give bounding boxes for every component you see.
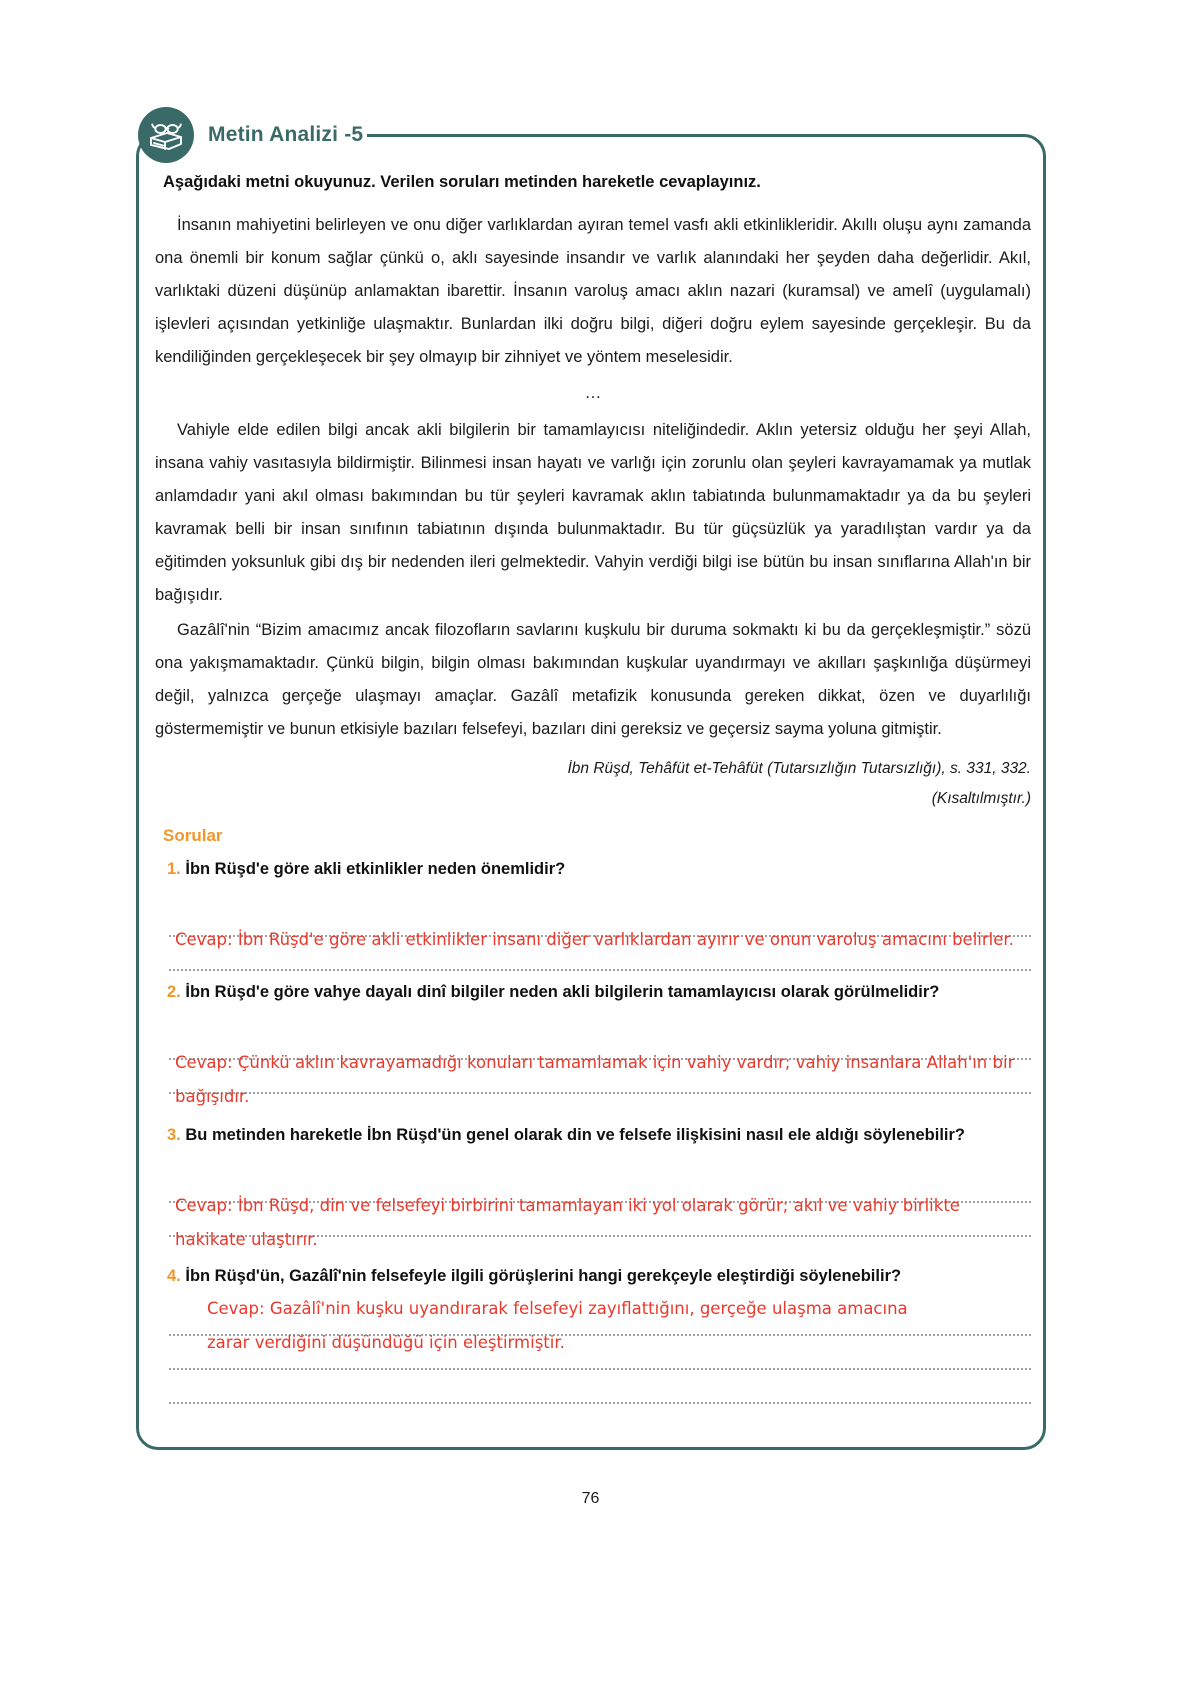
question-4-text: İbn Rüşd'ün, Gazâlî'nin felsefeyle ilgili görüşlerini hangi gerekçeyle eleştirdiği söylenebilir?	[185, 1266, 902, 1285]
section-header	[138, 106, 1007, 164]
question-2-text: İbn Rüşd'e göre vahye dayalı dinî bilgiler neden akli bilgilerin tamamlayıcısı olarak görülmelidir?	[185, 982, 940, 1001]
answer-3-line-1: Cevap: İbn Rüşd, din ve felsefeyi birbirini tamamlayan iki yol olarak görür; akıl ve vahiy birlikte	[175, 1195, 960, 1215]
answer-field-1[interactable]	[155, 895, 1031, 971]
answer-1-line-1: Cevap: İbn Rüşd'e göre akli etkinlikler insanı diğer varlıklardan ayırır ve onun varoluş amacını belirler.	[175, 929, 1014, 949]
question-2-number: 2.	[167, 982, 181, 1001]
questions-heading: Sorular	[163, 825, 223, 845]
question-3	[155, 1120, 1031, 1151]
citation-line-1: İbn Rüşd, Tehâfüt et-Tehâfüt (Tutarsızlığın Tutarsızlığı), s. 331, 332.	[567, 759, 1031, 777]
passage-paragraph-3: Gazâlî'nin “Bizim amacımız ancak filozofların savlarını kuşkulu bir duruma sokmaktı ki bu da gerçekleşmiştir.” sözü ona yakışmamaktadır. Çünkü bilgin, bilgin olması bakımından kuşkular uyandırmayı ve akılları şaşkınlığa düşürmeyi değil, yalnızca gerçeğe ulaşmayı amaçlar. Gazâlî metafizik konusunda gereken dikkat, özen ve duyarlılığı göstermemiştir ve bunun etkisiyle bazıları felsefeyi, bazıları dini gereksiz ve geçersiz sayma yoluna gitmiştir.	[155, 620, 1031, 738]
section-title: Metin Analizi -5	[208, 123, 364, 146]
question-4	[155, 1261, 1031, 1292]
question-2	[155, 977, 1031, 1008]
book-with-glasses-icon	[138, 107, 194, 163]
answer-3-line-2: hakikate ulaştırır.	[175, 1229, 318, 1249]
worksheet-content	[155, 170, 1031, 1410]
question-1-text: İbn Rüşd'e göre akli etkinlikler neden önemlidir?	[185, 859, 566, 878]
instruction-text: Aşağıdaki metni okuyunuz. Verilen soruları metinden hareketle cevaplayınız.	[163, 173, 761, 191]
answer-2-line-1: Cevap: Çünkü aklın kavrayamadığı konuları tamamlamak için vahiy vardır; vahiy insanlara Allah'ın bir	[175, 1052, 1015, 1072]
answer-2-line-2: bağışıdır.	[175, 1086, 250, 1106]
citation-line-2: (Kısaltılmıştır.)	[931, 789, 1031, 807]
answer-field-4[interactable]	[155, 1294, 1031, 1404]
header-rule	[367, 134, 1007, 137]
question-3-number: 3.	[167, 1125, 181, 1144]
question-4-number: 4.	[167, 1266, 181, 1285]
passage-paragraph-2: Vahiyle elde edilen bilgi ancak akli bilgilerin bir tamamlayıcısı niteliğindedir. Aklın yetersiz olduğu her şeyi Allah, insana vahiy vasıtasıyla bildirmiştir. Bilinmesi insan hayatı ve varlığı için zorunlu olan şeyleri kavrayamamak ya mutlak anlamdadır yani akıl olması bakımından bu tür şeyleri kavramak aklın tabiatında bulunmamaktadır ya da bu şeyleri kavramak belli bir insan sınıfının tabiatının dışında bulunmaktadır. Bu tür güçsüzlük ya yaradılıştan vardır ya da eğitimden yoksunluk gibi dış bir nedenden ileri gelmektedir. Vahyin verdiği bilgi ise bütün bu insan sınıflarına Allah'ın bir bağışıdır.	[155, 420, 1031, 604]
answer-field-3[interactable]	[155, 1161, 1031, 1249]
answer-4-line-1: Cevap: Gazâlî'nin kuşku uyandırarak felsefeyi zayıflattığını, gerçeğe ulaşma amacına	[207, 1298, 908, 1318]
answer-4-line-2: zarar verdiğini düşündüğü için eleştirmiştir.	[207, 1332, 565, 1352]
passage-separator: …	[584, 382, 602, 402]
passage-paragraph-1: İnsanın mahiyetini belirleyen ve onu diğer varlıklardan ayıran temel vasfı akli etkinlikleridir. Akıllı oluşu aynı zamanda ona önemli bir konum sağlar çünkü o, aklı sayesinde insandır ve varlık alanındaki her şeyden daha değerlidir. Akıl, varlıktaki düzeni düşünüp anlamaktan ibarettir. İnsanın varoluş amacı aklın nazari (kuramsal) ve amelî (uygulamalı) işlevleri açısından yetkinliğe ulaşmaktır. Bunlardan ilki doğru bilgi, diğeri doğru eylem sayesinde gerçekleşir. Bu da kendiliğinden gerçekleşecek bir şey olmayıp bir zihniyet ve yöntem meselesidir.	[155, 215, 1031, 366]
question-1	[155, 854, 1031, 885]
answer-field-2[interactable]	[155, 1018, 1031, 1106]
question-1-number: 1.	[167, 859, 181, 878]
page-number: 76	[581, 1490, 600, 1507]
question-3-text: Bu metinden hareketle İbn Rüşd'ün genel olarak din ve felsefe ilişkisini nasıl ele aldığı söylenebilir?	[185, 1125, 966, 1144]
